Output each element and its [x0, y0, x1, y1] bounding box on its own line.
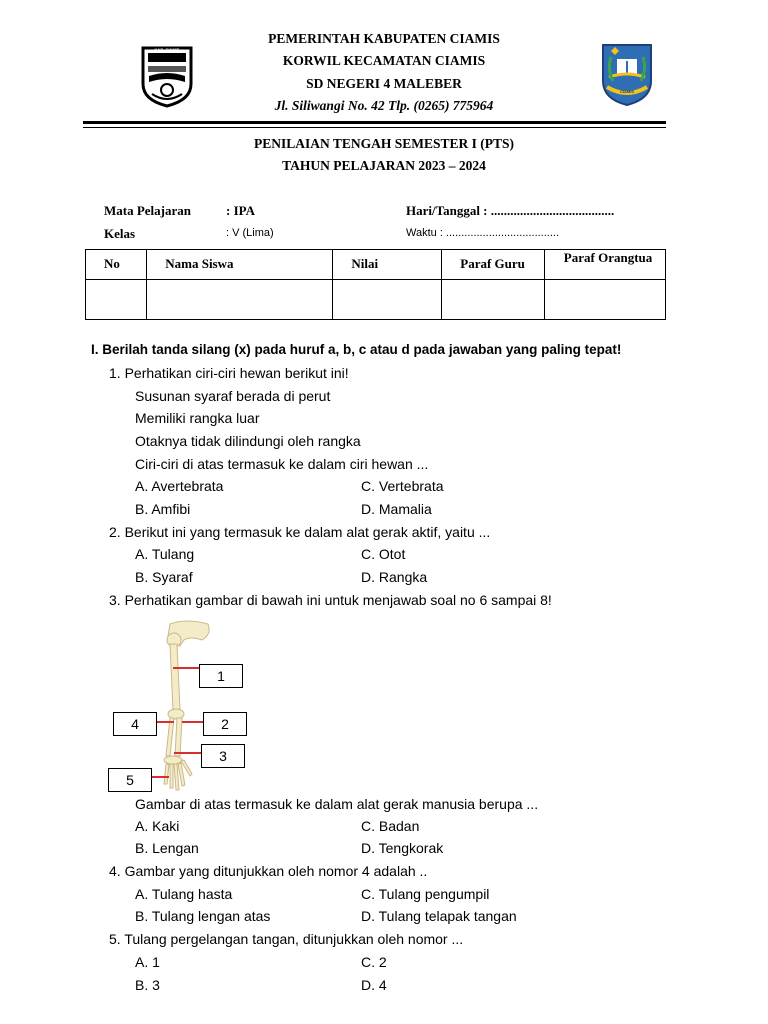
q1-option-c[interactable]: C. Vertebrata	[361, 478, 444, 494]
q4-option-c[interactable]: C. Tulang pengumpil	[361, 886, 490, 902]
q2-option-b[interactable]: B. Syaraf	[135, 569, 193, 585]
cell-no[interactable]	[86, 280, 147, 320]
header-divider-thick	[83, 121, 666, 124]
q1-text: 1. Perhatikan ciri-ciri hewan berikut ini!	[109, 365, 349, 381]
header-line-3: SD NEGERI 4 MALEBER	[306, 76, 462, 91]
q1-line-2: Memiliki rangka luar	[135, 410, 260, 426]
left-logo-text: KAB. CIAMIS	[154, 47, 180, 52]
instruction: I. Berilah tanda silang (x) pada huruf a, b, c atau d pada jawaban yang paling tepat!	[91, 342, 622, 357]
q1-option-d[interactable]: D. Mamalia	[361, 501, 432, 517]
q4-text: 4. Gambar yang ditunjukkan oleh nomor 4 adalah ..	[109, 863, 428, 879]
q3-option-a[interactable]: A. Kaki	[135, 818, 180, 834]
q5-option-c[interactable]: C. 2	[361, 954, 387, 970]
header-divider-thin	[83, 127, 666, 128]
q5-option-b[interactable]: B. 3	[135, 977, 160, 993]
leader-line-3	[174, 752, 202, 754]
col-no: No	[86, 250, 147, 280]
figure-label-5: 5	[108, 768, 152, 792]
date-label: Hari/Tanggal : ......................................	[406, 203, 615, 218]
q3-after-text: Gambar di atas termasuk ke dalam alat gerak manusia berupa ...	[135, 796, 539, 812]
q5-text: 5. Tulang pergelangan tangan, ditunjukkan oleh nomor ...	[109, 931, 464, 947]
cell-score[interactable]	[333, 280, 442, 320]
exam-year: TAHUN PELAJARAN 2023 – 2024	[282, 158, 486, 173]
header-line-1: PEMERINTAH KABUPATEN CIAMIS	[268, 31, 500, 46]
q1-option-a[interactable]: A. Avertebrata	[135, 478, 224, 494]
figure-label-3: 3	[201, 744, 245, 768]
col-name: Nama Siswa	[147, 250, 333, 280]
q2-option-d[interactable]: D. Rangka	[361, 569, 428, 585]
col-score: Nilai	[333, 250, 442, 280]
student-table	[85, 249, 666, 320]
figure-label-1: 1	[199, 664, 243, 688]
header-address: Jl. Siliwangi No. 42 Tlp. (0265) 775964	[274, 98, 494, 113]
q3-option-b[interactable]: B. Lengan	[135, 840, 199, 856]
time-label: Waktu : .....................................	[406, 227, 560, 239]
figure-label-2: 2	[203, 712, 247, 736]
q5-option-d[interactable]: D. 4	[361, 977, 387, 993]
leader-line-2	[182, 721, 204, 723]
q2-option-c[interactable]: C. Otot	[361, 546, 406, 562]
class-label: Kelas	[104, 226, 136, 241]
exam-title: PENILAIAN TENGAH SEMESTER I (PTS)	[253, 136, 515, 151]
q5-option-a[interactable]: A. 1	[135, 954, 160, 970]
leader-line-1	[173, 667, 199, 669]
q4-option-a[interactable]: A. Tulang hasta	[135, 886, 233, 902]
subject-value: : IPA	[226, 203, 256, 218]
q1-line-1: Susunan syaraf berada di perut	[135, 388, 331, 404]
q1-option-b[interactable]: B. Amfibi	[135, 501, 191, 517]
q4-option-b[interactable]: B. Tulang lengan atas	[135, 908, 271, 924]
q2-text: 2. Berikut ini yang termasuk ke dalam alat gerak aktif, yaitu ...	[109, 524, 491, 540]
q3-option-d[interactable]: D. Tengkorak	[361, 840, 444, 856]
leader-line-5	[151, 776, 169, 778]
cell-parent[interactable]	[544, 280, 665, 320]
header-line-2: KORWIL KECAMATAN CIAMIS	[282, 53, 486, 68]
q3-text: 3. Perhatikan gambar di bawah ini untuk menjawab soal no 6 sampai 8!	[109, 592, 552, 608]
q4-option-d[interactable]: D. Tulang telapak tangan	[361, 908, 517, 924]
col-teacher: Paraf Guru	[442, 250, 545, 280]
figure-label-4: 4	[113, 712, 157, 736]
cell-teacher[interactable]	[442, 280, 545, 320]
class-value: : V (Lima)	[226, 227, 274, 239]
q3-option-c[interactable]: C. Badan	[361, 818, 420, 834]
q1-line-3: Otaknya tidak dilindungi oleh rangka	[135, 433, 361, 449]
q1-line-4: Ciri-ciri di atas termasuk ke dalam ciri hewan ...	[135, 456, 429, 472]
cell-name[interactable]	[147, 280, 333, 320]
subject-label: Mata Pelajaran	[104, 203, 192, 218]
col-parent: Paraf Orangtua	[544, 250, 665, 280]
right-logo-text: CIAMIS	[620, 89, 634, 94]
q2-option-a[interactable]: A. Tulang	[135, 546, 195, 562]
leader-line-4	[156, 721, 174, 723]
